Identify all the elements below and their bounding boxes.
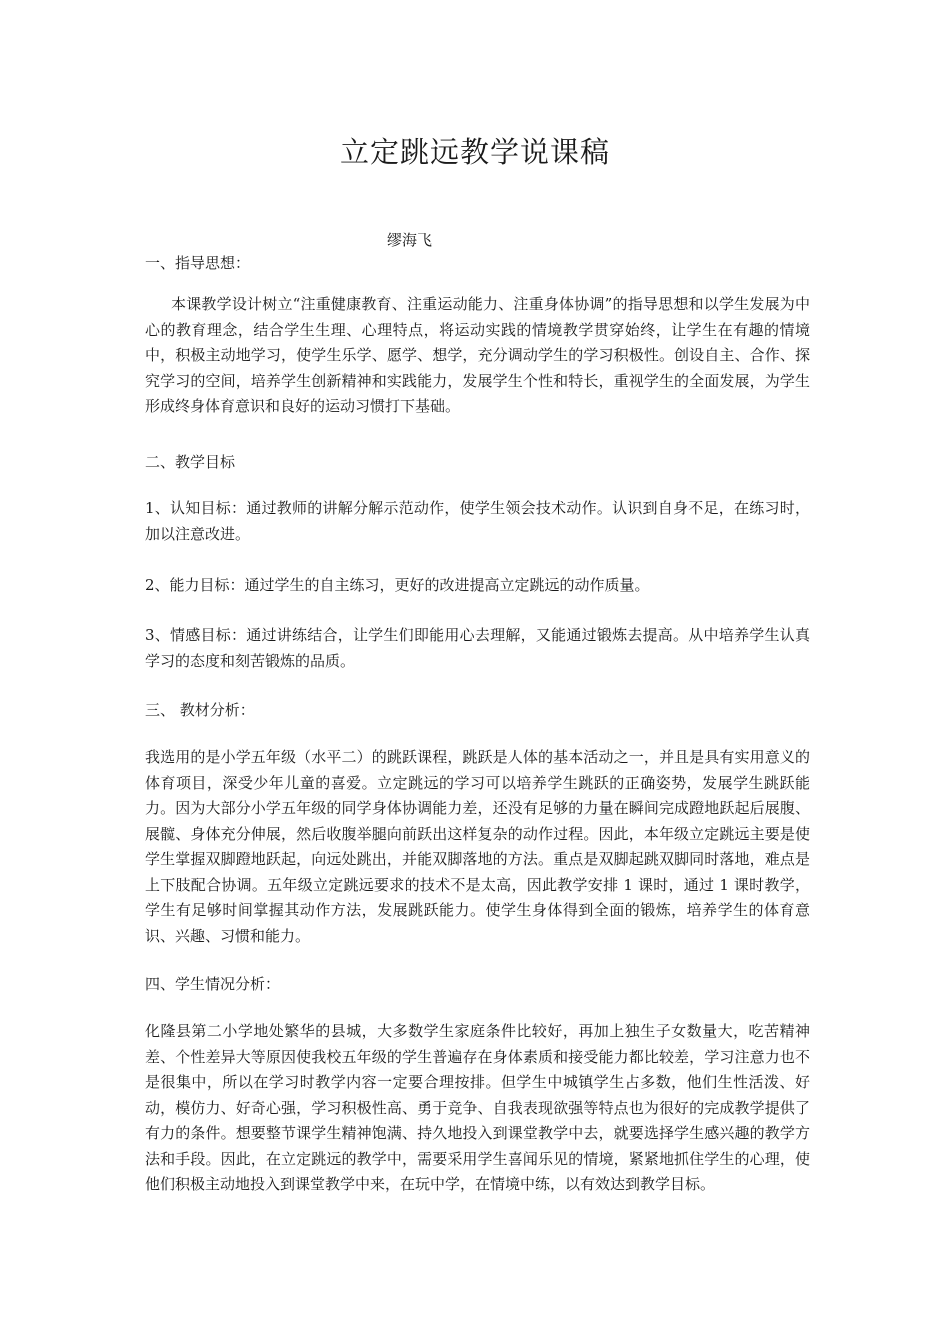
document-title: 立定跳远教学说课稿 [339, 135, 610, 169]
section-heading-guiding-ideas: 一、指导思想： [145, 254, 251, 272]
paragraph-ability-goal: 2、能力目标：通过学生的自主练习，更好的改进提高立定跳远的动作质量。 [145, 576, 650, 594]
section-heading-material-analysis: 三、 教材分析： [145, 701, 255, 719]
paragraph-cognitive-goal: 1、认知目标：通过教师的讲解分解示范动作，使学生领会技术动作。认识到自身不足，在练习时，加以注意改进。 [145, 499, 810, 543]
paragraph-emotional-goal: 3、情感目标：通过讲练结合，让学生们即能用心去理解，又能通过锻炼去提高。从中培养学生认真学习的态度和刻苦锻炼的品质。 [145, 626, 810, 670]
author-name: 缪海飞 [387, 231, 433, 249]
paragraph-guiding-ideas: 本课教学设计树立“注重健康教育、注重运动能力、注重身体协调”的指导思想和以学生发展为中心的教育理念，结合学生生理、心理特点，将运动实践的情境教学贯穿始终，让学生在有趣的情境中，积极主动地学习，使学生乐学、愿学、想学，充分调动学生的学习积极性。创设自主、合作、探究学习的空间，培养学生创新精神和实践能力，发展学生个性和特长，重视学生的全面发展，为学生形成终身体育意识和良好的运动习惯打下基础。 [145, 295, 810, 415]
section-heading-student-analysis: 四、学生情况分析： [145, 975, 281, 993]
section-heading-teaching-goals: 二、教学目标 [145, 453, 236, 471]
paragraph-student-analysis: 化隆县第二小学地处繁华的县城，大多数学生家庭条件比较好，再加上独生子女数量大，吃苦精神差、个性差异大等原因使我校五年级的学生普遍存在身体素质和接受能力都比较差，学习注意力也不是很集中，所以在学习时教学内容一定要合理按排。但学生中城镇学生占多数，他们生性活泼、好动，模仿力、好奇心强，学习积极性高、勇于竞争、自我表现欲强等特点也为很好的完成教学提供了有力的条件。想要整节课学生精神饱满、持久地投入到课堂教学中去，就要选择学生感兴趣的教学方法和手段。因此，在立定跳远的教学中，需要采用学生喜闻乐见的情境，紧紧地抓住学生的心理，使他们积极主动地投入到课堂教学中来，在玩中学，在情境中练，以有效达到教学目标。 [145, 1022, 810, 1193]
paragraph-material-analysis: 我选用的是小学五年级（水平二）的跳跃课程，跳跃是人体的基本活动之一，并且是具有实用意义的体育项目，深受少年儿童的喜爱。立定跳远的学习可以培养学生跳跃的正确姿势，发展学生跳跃能力。因为大部分小学五年级的同学身体协调能力差，还没有足够的力量在瞬间完成蹬地跃起后展腹、展髋、身体充分伸展，然后收腹举腿向前跃出这样复杂的动作过程。因此，本年级立定跳远主要是使学生掌握双脚蹬地跃起，向远处跳出，并能双脚落地的方法。重点是双脚起跳双脚同时落地，难点是上下肢配合协调。五年级立定跳远要求的技术不是太高，因此教学安排 1 课时，通过 1 课时教学，学生有足够时间掌握其动作方法，发展跳跃能力。使学生身体得到全面的锻炼，培养学生的体育意识、兴趣、习惯和能力。 [145, 748, 810, 945]
